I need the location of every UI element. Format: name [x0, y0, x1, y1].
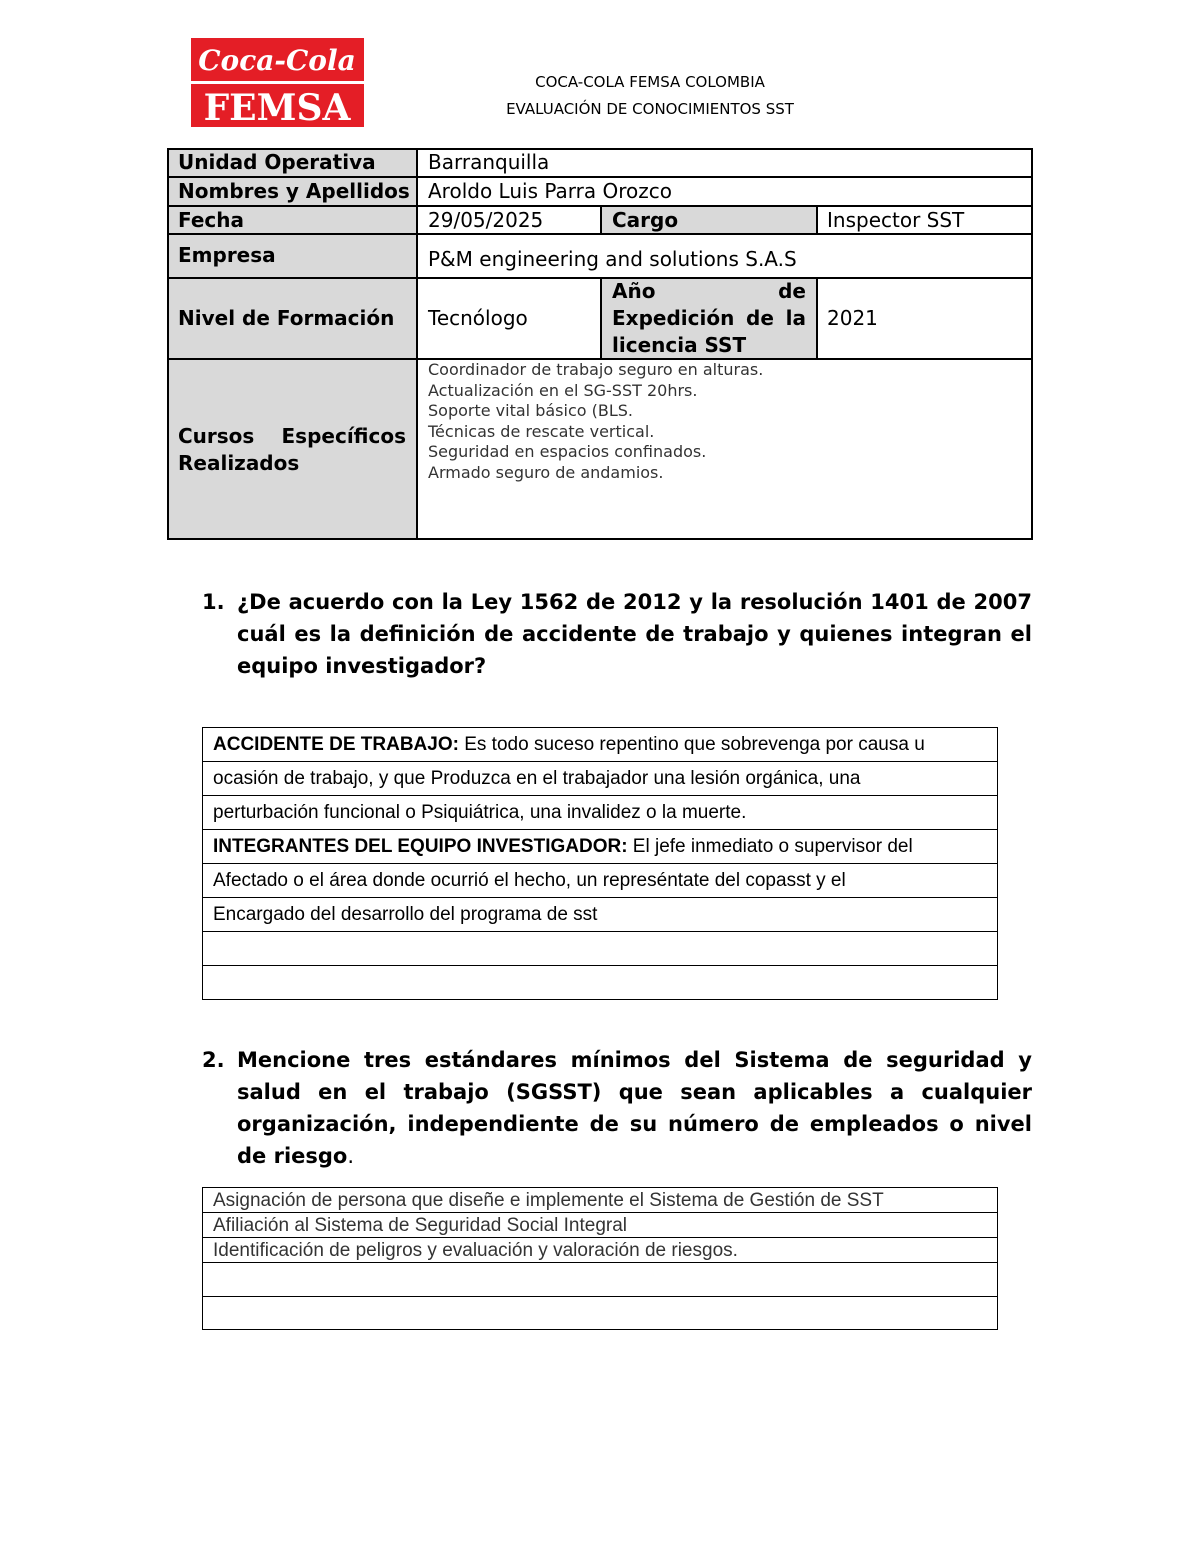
- fecha-label: Fecha: [178, 208, 245, 232]
- anio-label: [612, 278, 806, 359]
- anio-value: 2021: [827, 306, 878, 330]
- accidente-label: ACCIDENTE DE TRABAJO:: [213, 734, 459, 755]
- integrantes-label: INTEGRANTES DEL EQUIPO INVESTIGADOR:: [213, 836, 628, 857]
- nivel-value: Tecnólogo: [428, 306, 528, 330]
- empresa-value: P&M engineering and solutions S.A.S: [428, 247, 797, 271]
- answer-1-row: [203, 830, 997, 864]
- coca-cola-femsa-logo: [191, 38, 364, 127]
- nombres-value: Aroldo Luis Parra Orozco: [428, 179, 672, 203]
- cursos-list: [428, 360, 763, 483]
- answer-1-row: [203, 864, 997, 898]
- answer-1-line: El jefe inmediato o supervisor del: [627, 836, 913, 857]
- cargo-value: Inspector SST: [827, 208, 965, 232]
- answer-2-row: Identificación de peligros y evaluación y valoración de riesgos.: [203, 1238, 997, 1263]
- answer-1-table: [202, 727, 998, 1000]
- nivel-label: Nivel de Formación: [178, 306, 395, 330]
- answer-1-row: [203, 966, 997, 1000]
- question-2-number: 2.: [202, 1048, 225, 1072]
- curso-item: Soporte vital básico (BLS.: [428, 401, 633, 420]
- answer-1-row: [203, 932, 997, 966]
- question-1-number: 1.: [202, 590, 225, 614]
- curso-item: Seguridad en espacios confinados.: [428, 442, 707, 461]
- question-2-period: .: [347, 1144, 355, 1168]
- svg-text:Coca-Cola: Coca-Cola: [198, 44, 356, 77]
- answer-2-row: Asignación de persona que diseñe e implemente el Sistema de Gestión de SST: [203, 1188, 997, 1213]
- svg-text:FEMSA: FEMSA: [203, 87, 351, 127]
- anio-label-line2: Expedición de la: [612, 306, 806, 330]
- anio-label-line1: Año de: [612, 279, 806, 303]
- cursos-label-line2: Realizados: [178, 451, 300, 475]
- answer-1-line: ocasión de trabajo, y que Produzca en el trabajador una lesión orgánica, una: [213, 768, 861, 789]
- curso-item: Coordinador de trabajo seguro en alturas.: [428, 360, 764, 379]
- answer-2-table: [202, 1187, 998, 1330]
- answer-1-line: Afectado o el área donde ocurrió el hecho, un represéntate del copasst y el: [213, 870, 846, 891]
- curso-item: Técnicas de rescate vertical.: [428, 421, 655, 441]
- answer-2-row: [203, 1297, 997, 1328]
- answer-1-line: Es todo suceso repentino que sobrevenga por causa u: [458, 734, 925, 755]
- answer-1-row: [203, 898, 997, 932]
- company-name: COCA-COLA FEMSA COLOMBIA: [535, 73, 765, 91]
- curso-item: Actualización en el SG-SST 20hrs.: [428, 380, 698, 400]
- answer-2-row: [203, 1263, 997, 1297]
- unidad-label: Unidad Operativa: [178, 150, 376, 174]
- question-1: [202, 586, 1032, 686]
- question-2-text-block: [237, 1044, 1032, 1172]
- question-1-text: ¿De acuerdo con la Ley 1562 de 2012 y la resolución 1401 de 2007 cuál es la definición de accidente de trabajo y quienes integran el equipo investigador?: [237, 590, 1032, 678]
- cargo-label: Cargo: [612, 208, 679, 232]
- anio-label-line3: licencia SST: [612, 333, 747, 357]
- answer-1-row: [203, 762, 997, 796]
- empresa-label: Empresa: [178, 243, 276, 267]
- question-2-text: Mencione tres estándares mínimos del Sistema de seguridad y salud en el trabajo (SGSST) que sean aplicables a cualquier organización, independiente de su número de empleados o nivel de riesgo: [237, 1048, 1032, 1168]
- answer-1-row: [203, 796, 997, 830]
- answer-1-row: [203, 728, 997, 762]
- unidad-value: Barranquilla: [428, 150, 550, 174]
- nombres-label: Nombres y Apellidos: [178, 179, 410, 203]
- answer-1-line: perturbación funcional o Psiquiátrica, una invalidez o la muerte.: [213, 802, 747, 823]
- document-title: EVALUACIÓN DE CONOCIMIENTOS SST: [506, 100, 794, 118]
- curso-item: Armado seguro de andamios.: [428, 462, 664, 482]
- question-2: [202, 1044, 1032, 1168]
- cursos-label-line1: Cursos Específicos: [178, 424, 406, 448]
- cursos-label: [178, 423, 406, 477]
- fecha-value: 29/05/2025: [428, 208, 544, 232]
- answer-1-line: Encargado del desarrollo del programa de sst: [213, 904, 598, 925]
- answer-2-row: Afiliación al Sistema de Seguridad Social Integral: [203, 1213, 997, 1238]
